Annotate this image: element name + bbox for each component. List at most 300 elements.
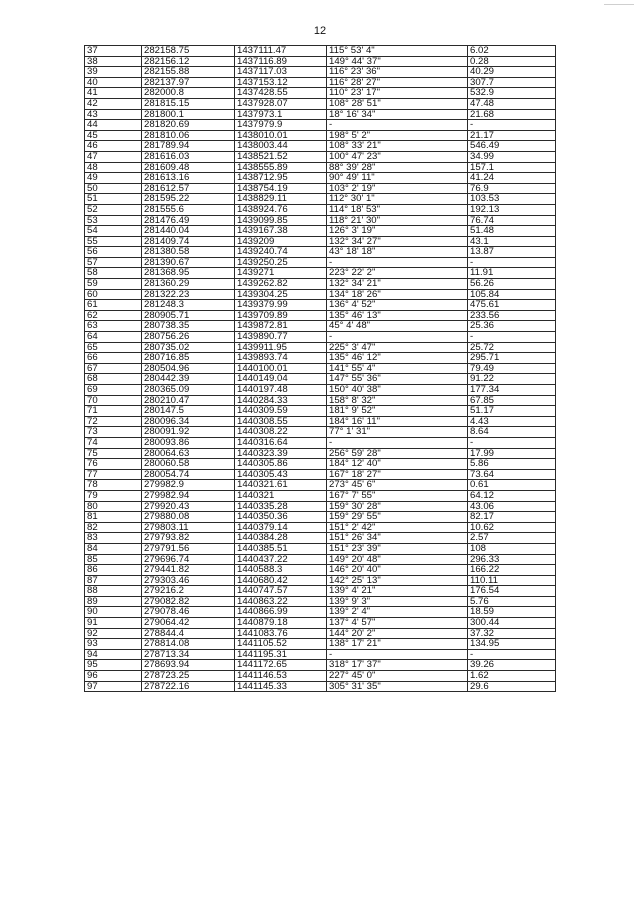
table-row xyxy=(85,342,556,353)
table-row xyxy=(85,575,556,586)
distance-cell: 110.11 xyxy=(468,575,556,586)
distance-cell: 105.84 xyxy=(468,289,556,300)
distance-cell: 11.91 xyxy=(468,268,556,279)
bearing-cell: 158° 8' 32" xyxy=(327,395,468,406)
table-row xyxy=(85,501,556,512)
distance-cell: 47.48 xyxy=(468,98,556,109)
x-coordinate-cell: 281612.57 xyxy=(142,183,235,194)
table-row xyxy=(85,268,556,279)
bearing-cell: 108° 33' 21" xyxy=(327,141,468,152)
y-coordinate-cell: 1441146.53 xyxy=(235,671,327,682)
bearing-cell: 151° 2' 42" xyxy=(327,522,468,533)
table-row xyxy=(85,406,556,417)
distance-cell: 300.44 xyxy=(468,618,556,629)
x-coordinate-cell: 280096.34 xyxy=(142,416,235,427)
distance-cell: 51.48 xyxy=(468,226,556,237)
y-coordinate-cell: 1439890.77 xyxy=(235,332,327,343)
point-number-cell: 58 xyxy=(85,268,142,279)
bearing-cell: 116° 28' 27" xyxy=(327,77,468,88)
point-number-cell: 43 xyxy=(85,109,142,120)
y-coordinate-cell: 1437111.47 xyxy=(235,46,327,57)
bearing-cell: 116° 23' 36" xyxy=(327,67,468,78)
point-number-cell: 85 xyxy=(85,554,142,565)
y-coordinate-cell: 1439893.74 xyxy=(235,353,327,364)
bearing-cell: - xyxy=(327,257,468,268)
bearing-cell: 181° 9' 52" xyxy=(327,406,468,417)
x-coordinate-cell: 279078.46 xyxy=(142,607,235,618)
bearing-cell: 144° 20' 2" xyxy=(327,628,468,639)
point-number-cell: 91 xyxy=(85,618,142,629)
table-row xyxy=(85,363,556,374)
bearing-cell: 184° 16' 11" xyxy=(327,416,468,427)
x-coordinate-cell: 279982.9 xyxy=(142,480,235,491)
point-number-cell: 67 xyxy=(85,363,142,374)
point-number-cell: 88 xyxy=(85,586,142,597)
point-number-cell: 52 xyxy=(85,204,142,215)
x-coordinate-cell: 281322.23 xyxy=(142,289,235,300)
y-coordinate-cell: 1440335.28 xyxy=(235,501,327,512)
distance-cell: 4.43 xyxy=(468,416,556,427)
bearing-cell: 136° 4' 52" xyxy=(327,300,468,311)
bearing-cell: 142° 25' 13" xyxy=(327,575,468,586)
table-row xyxy=(85,226,556,237)
x-coordinate-cell: 280716.85 xyxy=(142,353,235,364)
x-coordinate-cell: 281613.16 xyxy=(142,173,235,184)
distance-cell: 6.02 xyxy=(468,46,556,57)
distance-cell: 233.56 xyxy=(468,310,556,321)
table-row xyxy=(85,247,556,258)
bearing-cell: 115° 53' 4" xyxy=(327,46,468,57)
y-coordinate-cell: 1439304.25 xyxy=(235,289,327,300)
bearing-cell: 273° 45' 6" xyxy=(327,480,468,491)
point-number-cell: 65 xyxy=(85,342,142,353)
x-coordinate-cell: 279064.42 xyxy=(142,618,235,629)
y-coordinate-cell: 1440680.42 xyxy=(235,575,327,586)
table-row xyxy=(85,427,556,438)
table-row xyxy=(85,480,556,491)
distance-cell: 103.53 xyxy=(468,194,556,205)
y-coordinate-cell: 1440379.14 xyxy=(235,522,327,533)
x-coordinate-cell: 282158.75 xyxy=(142,46,235,57)
distance-cell: 21.17 xyxy=(468,130,556,141)
distance-cell: 43.06 xyxy=(468,501,556,512)
table-row xyxy=(85,565,556,576)
point-number-cell: 87 xyxy=(85,575,142,586)
y-coordinate-cell: 1440437.22 xyxy=(235,554,327,565)
y-coordinate-cell: 1438010.01 xyxy=(235,130,327,141)
table-row xyxy=(85,321,556,332)
point-number-cell: 47 xyxy=(85,151,142,162)
distance-cell: 39.26 xyxy=(468,660,556,671)
y-coordinate-cell: 1439250.25 xyxy=(235,257,327,268)
table-row xyxy=(85,88,556,99)
bearing-cell: 151° 23' 39" xyxy=(327,543,468,554)
x-coordinate-cell: 281595.22 xyxy=(142,194,235,205)
y-coordinate-cell: 1440350.36 xyxy=(235,512,327,523)
table-row xyxy=(85,660,556,671)
y-coordinate-cell: 1439872.81 xyxy=(235,321,327,332)
distance-cell: 82.17 xyxy=(468,512,556,523)
table-row xyxy=(85,649,556,660)
table-row xyxy=(85,459,556,470)
distance-cell: 134.95 xyxy=(468,639,556,650)
x-coordinate-cell: 281616.03 xyxy=(142,151,235,162)
y-coordinate-cell: 1440197.48 xyxy=(235,385,327,396)
distance-cell: 8.64 xyxy=(468,427,556,438)
x-coordinate-cell: 281815.15 xyxy=(142,98,235,109)
y-coordinate-cell: 1439167.38 xyxy=(235,226,327,237)
bearing-cell: 139° 4' 21" xyxy=(327,586,468,597)
distance-cell: 532.9 xyxy=(468,88,556,99)
x-coordinate-cell: 281609.48 xyxy=(142,162,235,173)
bearing-cell: 225° 3' 47" xyxy=(327,342,468,353)
coordinates-table xyxy=(84,45,556,692)
x-coordinate-cell: 280091.92 xyxy=(142,427,235,438)
bearing-cell: 139° 2' 4" xyxy=(327,607,468,618)
distance-cell: 40.29 xyxy=(468,67,556,78)
table-row xyxy=(85,490,556,501)
y-coordinate-cell: 1438924.76 xyxy=(235,204,327,215)
x-coordinate-cell: 280442.39 xyxy=(142,374,235,385)
table-row xyxy=(85,279,556,290)
x-coordinate-cell: 280756.26 xyxy=(142,332,235,343)
x-coordinate-cell: 279216.2 xyxy=(142,586,235,597)
point-number-cell: 73 xyxy=(85,427,142,438)
bearing-cell: - xyxy=(327,649,468,660)
table-row xyxy=(85,109,556,120)
point-number-cell: 63 xyxy=(85,321,142,332)
x-coordinate-cell: 282156.12 xyxy=(142,56,235,67)
table-row xyxy=(85,257,556,268)
table-row xyxy=(85,141,556,152)
distance-cell: 1.62 xyxy=(468,671,556,682)
point-number-cell: 81 xyxy=(85,512,142,523)
distance-cell: 79.49 xyxy=(468,363,556,374)
x-coordinate-cell: 280905.71 xyxy=(142,310,235,321)
point-number-cell: 78 xyxy=(85,480,142,491)
bearing-cell: 90° 49' 11" xyxy=(327,173,468,184)
point-number-cell: 39 xyxy=(85,67,142,78)
point-number-cell: 77 xyxy=(85,469,142,480)
distance-cell: 34.99 xyxy=(468,151,556,162)
point-number-cell: 51 xyxy=(85,194,142,205)
x-coordinate-cell: 281248.3 xyxy=(142,300,235,311)
y-coordinate-cell: 1441145.33 xyxy=(235,681,327,692)
x-coordinate-cell: 278722.16 xyxy=(142,681,235,692)
bearing-cell: 43° 18' 18" xyxy=(327,247,468,258)
y-coordinate-cell: 1439262.82 xyxy=(235,279,327,290)
table-row xyxy=(85,56,556,67)
distance-cell: 56.26 xyxy=(468,279,556,290)
y-coordinate-cell: 1440316.64 xyxy=(235,437,327,448)
x-coordinate-cell: 279880.08 xyxy=(142,512,235,523)
distance-cell: 76.9 xyxy=(468,183,556,194)
x-coordinate-cell: 280735.02 xyxy=(142,342,235,353)
point-number-cell: 56 xyxy=(85,247,142,258)
bearing-cell: 141° 55' 4" xyxy=(327,363,468,374)
bearing-cell: 100° 47' 23" xyxy=(327,151,468,162)
distance-cell: 21.68 xyxy=(468,109,556,120)
table-row xyxy=(85,639,556,650)
distance-cell: 5.86 xyxy=(468,459,556,470)
x-coordinate-cell: 281800.1 xyxy=(142,109,235,120)
bearing-cell: 110° 23' 17" xyxy=(327,88,468,99)
distance-cell: 73.64 xyxy=(468,469,556,480)
point-number-cell: 60 xyxy=(85,289,142,300)
point-number-cell: 49 xyxy=(85,173,142,184)
table-row xyxy=(85,300,556,311)
distance-cell: 17.99 xyxy=(468,448,556,459)
x-coordinate-cell: 281555.6 xyxy=(142,204,235,215)
table-row xyxy=(85,554,556,565)
x-coordinate-cell: 279920.43 xyxy=(142,501,235,512)
table-row xyxy=(85,289,556,300)
point-number-cell: 59 xyxy=(85,279,142,290)
y-coordinate-cell: 1438555.89 xyxy=(235,162,327,173)
table-row xyxy=(85,628,556,639)
bearing-cell: 135° 46' 12" xyxy=(327,353,468,364)
bearing-cell: - xyxy=(327,120,468,131)
y-coordinate-cell: 1439911.95 xyxy=(235,342,327,353)
y-coordinate-cell: 1440321 xyxy=(235,490,327,501)
distance-cell: 41.24 xyxy=(468,173,556,184)
scan-edge-mark xyxy=(604,4,634,5)
bearing-cell: 138° 17' 21" xyxy=(327,639,468,650)
table-row xyxy=(85,46,556,57)
table-row xyxy=(85,416,556,427)
x-coordinate-cell: 280064.63 xyxy=(142,448,235,459)
y-coordinate-cell: 1440305.86 xyxy=(235,459,327,470)
y-coordinate-cell: 1438521.52 xyxy=(235,151,327,162)
point-number-cell: 66 xyxy=(85,353,142,364)
point-number-cell: 94 xyxy=(85,649,142,660)
x-coordinate-cell: 281810.06 xyxy=(142,130,235,141)
table-row xyxy=(85,596,556,607)
y-coordinate-cell: 1437928.07 xyxy=(235,98,327,109)
distance-cell: 2.57 xyxy=(468,533,556,544)
distance-cell: 177.34 xyxy=(468,385,556,396)
distance-cell: 166.22 xyxy=(468,565,556,576)
x-coordinate-cell: 279793.82 xyxy=(142,533,235,544)
bearing-cell: 18° 16' 34" xyxy=(327,109,468,120)
table-row xyxy=(85,98,556,109)
distance-cell: - xyxy=(468,120,556,131)
y-coordinate-cell: 1438712.95 xyxy=(235,173,327,184)
distance-cell: 64.12 xyxy=(468,490,556,501)
distance-cell: 67.85 xyxy=(468,395,556,406)
point-number-cell: 44 xyxy=(85,120,142,131)
distance-cell: 13.87 xyxy=(468,247,556,258)
x-coordinate-cell: 281380.58 xyxy=(142,247,235,258)
table-row xyxy=(85,448,556,459)
distance-cell: 51.17 xyxy=(468,406,556,417)
distance-cell: 108 xyxy=(468,543,556,554)
bearing-cell: 184° 12' 40" xyxy=(327,459,468,470)
y-coordinate-cell: 1437116.89 xyxy=(235,56,327,67)
x-coordinate-cell: 281789.94 xyxy=(142,141,235,152)
point-number-cell: 74 xyxy=(85,437,142,448)
point-number-cell: 38 xyxy=(85,56,142,67)
y-coordinate-cell: 1440863.22 xyxy=(235,596,327,607)
table-row xyxy=(85,310,556,321)
x-coordinate-cell: 278723.25 xyxy=(142,671,235,682)
point-number-cell: 64 xyxy=(85,332,142,343)
y-coordinate-cell: 1440309.59 xyxy=(235,406,327,417)
y-coordinate-cell: 1437153.12 xyxy=(235,77,327,88)
point-number-cell: 70 xyxy=(85,395,142,406)
point-number-cell: 55 xyxy=(85,236,142,247)
bearing-cell: 88° 39' 28" xyxy=(327,162,468,173)
bearing-cell: 147° 55' 36" xyxy=(327,374,468,385)
y-coordinate-cell: 1440308.55 xyxy=(235,416,327,427)
bearing-cell: 149° 20' 48" xyxy=(327,554,468,565)
x-coordinate-cell: 278844.4 xyxy=(142,628,235,639)
bearing-cell: 151° 26' 34" xyxy=(327,533,468,544)
bearing-cell: 318° 17' 37" xyxy=(327,660,468,671)
point-number-cell: 46 xyxy=(85,141,142,152)
distance-cell: 18.59 xyxy=(468,607,556,618)
distance-cell: - xyxy=(468,437,556,448)
bearing-cell: 114° 18' 53" xyxy=(327,204,468,215)
distance-cell: 76.74 xyxy=(468,215,556,226)
y-coordinate-cell: 1440284.33 xyxy=(235,395,327,406)
y-coordinate-cell: 1441105.52 xyxy=(235,639,327,650)
bearing-cell: 132° 34' 27" xyxy=(327,236,468,247)
point-number-cell: 68 xyxy=(85,374,142,385)
point-number-cell: 83 xyxy=(85,533,142,544)
y-coordinate-cell: 1441195.31 xyxy=(235,649,327,660)
point-number-cell: 62 xyxy=(85,310,142,321)
bearing-cell: 159° 30' 28" xyxy=(327,501,468,512)
distance-cell: 0.61 xyxy=(468,480,556,491)
distance-cell: 546.49 xyxy=(468,141,556,152)
y-coordinate-cell: 1440879.18 xyxy=(235,618,327,629)
bearing-cell: 132° 34' 21" xyxy=(327,279,468,290)
y-coordinate-cell: 1438829.11 xyxy=(235,194,327,205)
bearing-cell: 137° 4' 57" xyxy=(327,618,468,629)
y-coordinate-cell: 1438003.44 xyxy=(235,141,327,152)
x-coordinate-cell: 280054.74 xyxy=(142,469,235,480)
y-coordinate-cell: 1440866.99 xyxy=(235,607,327,618)
point-number-cell: 42 xyxy=(85,98,142,109)
table-row xyxy=(85,395,556,406)
bearing-cell: 167° 7' 55" xyxy=(327,490,468,501)
bearing-cell: 103° 2' 19" xyxy=(327,183,468,194)
x-coordinate-cell: 280147.5 xyxy=(142,406,235,417)
y-coordinate-cell: 1441083.76 xyxy=(235,628,327,639)
point-number-cell: 45 xyxy=(85,130,142,141)
y-coordinate-cell: 1441172.65 xyxy=(235,660,327,671)
point-number-cell: 76 xyxy=(85,459,142,470)
distance-cell: 176.54 xyxy=(468,586,556,597)
x-coordinate-cell: 280060.58 xyxy=(142,459,235,470)
point-number-cell: 71 xyxy=(85,406,142,417)
y-coordinate-cell: 1439379.99 xyxy=(235,300,327,311)
bearing-cell: 223° 22' 2" xyxy=(327,268,468,279)
x-coordinate-cell: 279696.74 xyxy=(142,554,235,565)
x-coordinate-cell: 281820.69 xyxy=(142,120,235,131)
x-coordinate-cell: 281409.74 xyxy=(142,236,235,247)
bearing-cell: - xyxy=(327,437,468,448)
table-row xyxy=(85,120,556,131)
table-row xyxy=(85,543,556,554)
table-row xyxy=(85,130,556,141)
x-coordinate-cell: 279803.11 xyxy=(142,522,235,533)
point-number-cell: 54 xyxy=(85,226,142,237)
y-coordinate-cell: 1440308.22 xyxy=(235,427,327,438)
x-coordinate-cell: 281368.95 xyxy=(142,268,235,279)
x-coordinate-cell: 281476.49 xyxy=(142,215,235,226)
distance-cell: - xyxy=(468,332,556,343)
table-row xyxy=(85,681,556,692)
table-row xyxy=(85,332,556,343)
distance-cell: 25.36 xyxy=(468,321,556,332)
x-coordinate-cell: 281390.67 xyxy=(142,257,235,268)
x-coordinate-cell: 280504.96 xyxy=(142,363,235,374)
y-coordinate-cell: 1437428.55 xyxy=(235,88,327,99)
x-coordinate-cell: 280093.86 xyxy=(142,437,235,448)
x-coordinate-cell: 282137.97 xyxy=(142,77,235,88)
bearing-cell: 149° 44' 37" xyxy=(327,56,468,67)
x-coordinate-cell: 282155.88 xyxy=(142,67,235,78)
point-number-cell: 93 xyxy=(85,639,142,650)
point-number-cell: 95 xyxy=(85,660,142,671)
point-number-cell: 61 xyxy=(85,300,142,311)
distance-cell: 295.71 xyxy=(468,353,556,364)
table-row xyxy=(85,194,556,205)
point-number-cell: 48 xyxy=(85,162,142,173)
point-number-cell: 92 xyxy=(85,628,142,639)
bearing-cell: 139° 9' 3" xyxy=(327,596,468,607)
table-row xyxy=(85,67,556,78)
distance-cell: 157.1 xyxy=(468,162,556,173)
bearing-cell: 150° 40' 38" xyxy=(327,385,468,396)
table-row xyxy=(85,607,556,618)
point-number-cell: 75 xyxy=(85,448,142,459)
point-number-cell: 50 xyxy=(85,183,142,194)
distance-cell: 37.32 xyxy=(468,628,556,639)
x-coordinate-cell: 280210.47 xyxy=(142,395,235,406)
x-coordinate-cell: 279082.82 xyxy=(142,596,235,607)
table-row xyxy=(85,671,556,682)
table-row xyxy=(85,374,556,385)
distance-cell: 10.62 xyxy=(468,522,556,533)
point-number-cell: 79 xyxy=(85,490,142,501)
x-coordinate-cell: 280738.35 xyxy=(142,321,235,332)
table-row xyxy=(85,173,556,184)
point-number-cell: 40 xyxy=(85,77,142,88)
table-row xyxy=(85,151,556,162)
x-coordinate-cell: 279441.82 xyxy=(142,565,235,576)
table-row xyxy=(85,437,556,448)
x-coordinate-cell: 281360.29 xyxy=(142,279,235,290)
point-number-cell: 86 xyxy=(85,565,142,576)
point-number-cell: 41 xyxy=(85,88,142,99)
bearing-cell: 198° 5' 2" xyxy=(327,130,468,141)
distance-cell: 307.7 xyxy=(468,77,556,88)
x-coordinate-cell: 281440.04 xyxy=(142,226,235,237)
point-number-cell: 90 xyxy=(85,607,142,618)
distance-cell: - xyxy=(468,257,556,268)
distance-cell: 296.33 xyxy=(468,554,556,565)
point-number-cell: 84 xyxy=(85,543,142,554)
distance-cell: 0.28 xyxy=(468,56,556,67)
table-row xyxy=(85,533,556,544)
distance-cell: 25.72 xyxy=(468,342,556,353)
bearing-cell: - xyxy=(327,332,468,343)
x-coordinate-cell: 280365.09 xyxy=(142,385,235,396)
table-row xyxy=(85,512,556,523)
